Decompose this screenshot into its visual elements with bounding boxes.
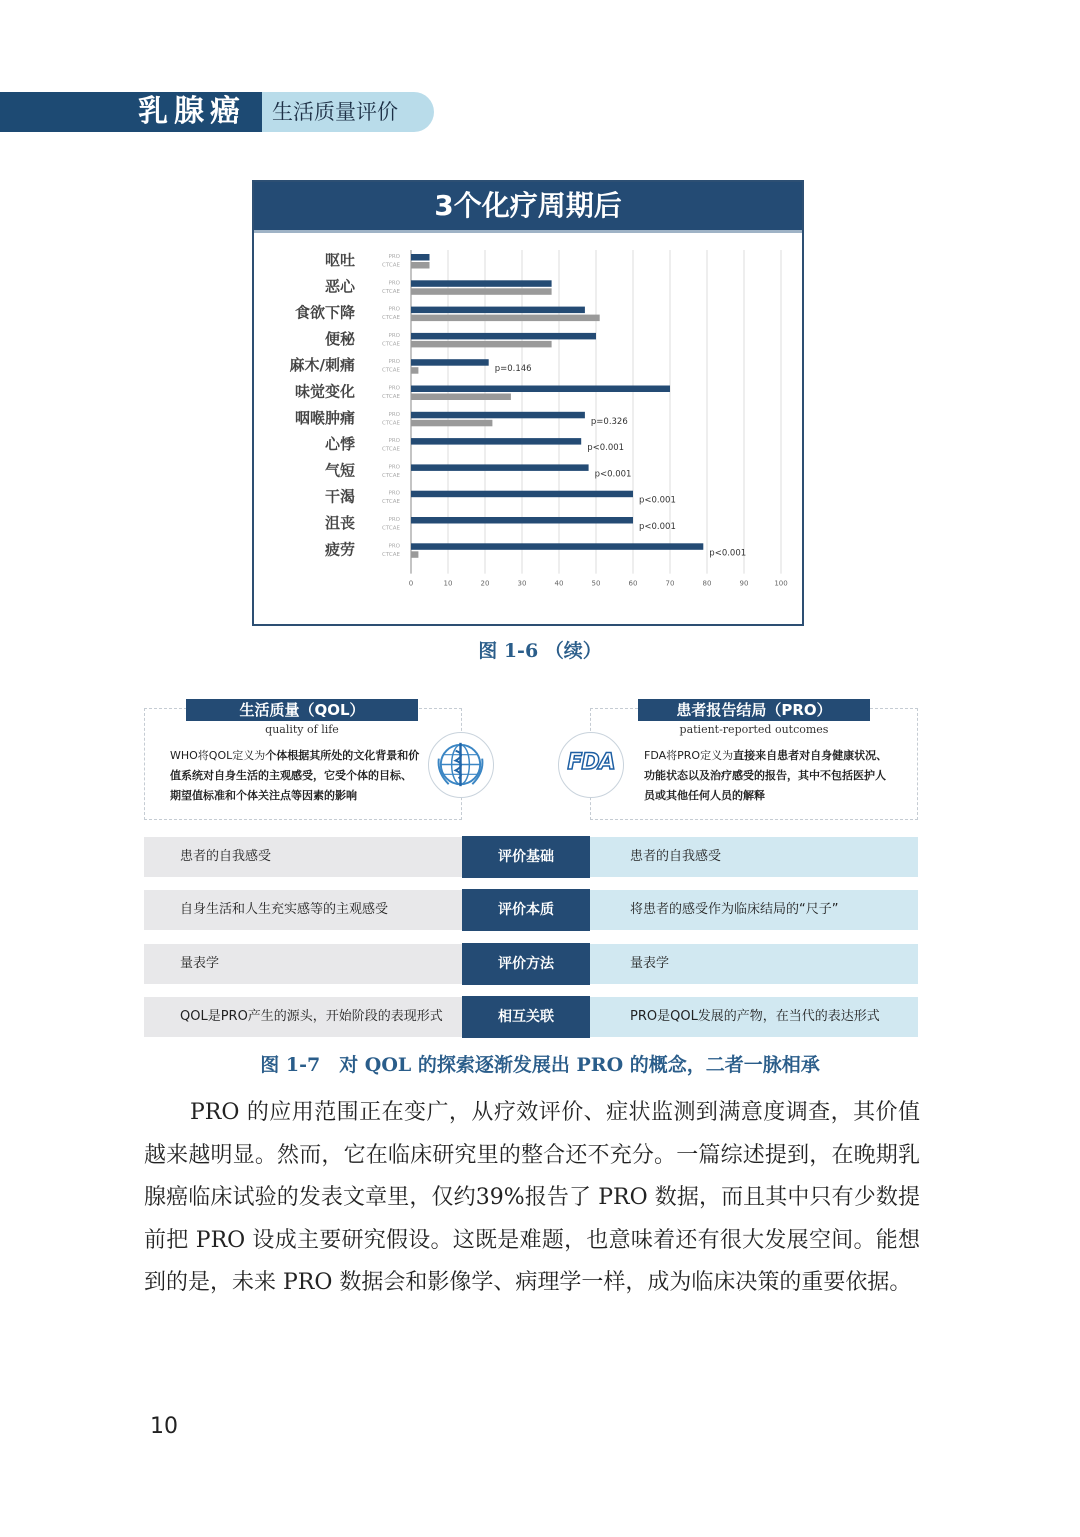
row-left-cell: QOL是PRO产生的源头，开始阶段的表现形式 [144, 997, 462, 1037]
row-middle-label: 评价基础 [462, 836, 590, 878]
category-label: 呕吐 [324, 251, 355, 269]
pro-definition-text: FDA将PRO定义为直接来自患者对自身健康状况、功能状态以及治疗感受的报告，其中不包括医护人员或其他任何人员的解释 [644, 749, 888, 802]
bar-ctcae [411, 341, 552, 348]
series-label: PRO [388, 490, 400, 497]
qol-definition-text: WHO将QOL定义为个体根据其所处的文化背景和价值系统对自身生活的主观感受，它受个体的目标、期望值标准和个体关注点等因素的影响 [170, 749, 420, 802]
bar-pro [411, 386, 670, 393]
category-label: 心悸 [324, 435, 355, 454]
series-label: CTCAE [382, 288, 400, 295]
category-label: 便秘 [324, 329, 355, 348]
series-label: PRO [388, 411, 400, 418]
qol-english: quality of life [265, 723, 339, 736]
series-label: CTCAE [382, 446, 400, 453]
series-label: CTCAE [382, 525, 400, 532]
series-label: CTCAE [382, 341, 400, 348]
x-tick-label: 70 [665, 579, 675, 588]
series-label: CTCAE [382, 315, 400, 322]
x-tick-label: 10 [443, 579, 453, 588]
series-label: PRO [388, 385, 400, 392]
body-paragraph-text: PRO 的应用范围正在变广，从疗效评价、症状监测到满意度调查，其价值越来越明显。然而，它在临床研究里的整合还不充分。一篇综述提到，在晚期乳腺癌临床试验的发表文章里，仅约39%报告了 PRO 数据，而且其中只有少数提前把 PRO 设成主要研究假设。这既是难题，也意味着还有很大发展空间。能想到的是，未来 PRO 数据会和影像学、病理学一样，成为临床决策的重要依据。 [144, 1100, 920, 1295]
x-tick-label: 90 [739, 579, 749, 588]
body-paragraph [144, 1092, 920, 1305]
bar-pro [411, 359, 489, 366]
x-tick-label: 30 [517, 579, 527, 588]
fda-logo-icon [558, 732, 624, 798]
x-tick-label: 50 [591, 579, 601, 588]
bar-pro [411, 412, 585, 419]
x-tick-label: 80 [702, 579, 712, 588]
row-middle-label: 评价方法 [462, 943, 590, 985]
chart-title-underline [254, 230, 802, 233]
bar-pro [411, 543, 703, 550]
who-logo-icon [428, 732, 494, 798]
row-left-cell: 量表学 [144, 944, 462, 984]
x-tick-label: 0 [408, 579, 414, 588]
qol-heading: 生活质量（QOL） [186, 699, 418, 721]
figure-1-6-caption: 图 1-6 （续） [478, 640, 602, 662]
bar-pro [411, 491, 633, 498]
series-label: CTCAE [382, 394, 400, 400]
row-right-cell: PRO是QOL发展的产物，在当代的表达形式 [590, 997, 918, 1037]
series-label: PRO [388, 464, 400, 471]
row-left-cell: 自身生活和人生充实感等的主观感受 [144, 890, 462, 930]
row-right-cell: 患者的自我感受 [590, 837, 918, 877]
series-label: PRO [388, 280, 400, 287]
category-label: 疲劳 [324, 540, 355, 559]
bar-pro [411, 438, 581, 445]
category-label: 麻木/刺痛 [289, 356, 355, 375]
x-tick-label: 100 [774, 579, 788, 588]
bar-chart [254, 234, 802, 622]
bar-pro [411, 254, 430, 261]
bar-pro [411, 464, 589, 471]
page-number: 10 [150, 1414, 178, 1439]
bar-ctcae [411, 420, 492, 427]
bar-ctcae [411, 288, 552, 295]
p-value-annotation: p=0.326 [590, 416, 628, 427]
bar-ctcae [411, 262, 430, 269]
series-label: PRO [388, 306, 400, 313]
category-label: 咽喉肿痛 [294, 408, 355, 427]
series-label: PRO [388, 359, 400, 366]
x-tick-label: 20 [480, 579, 490, 588]
series-label: PRO [388, 543, 400, 550]
row-left-cell: 患者的自我感受 [144, 837, 462, 877]
row-right-cell: 将患者的感受作为临床结局的“尺子” [590, 890, 918, 930]
p-value-annotation: p=0.146 [494, 364, 532, 375]
category-label: 食欲下降 [294, 303, 355, 322]
bar-pro [411, 280, 552, 287]
series-label: PRO [388, 254, 400, 260]
bar-ctcae [411, 315, 600, 322]
series-label: CTCAE [382, 420, 400, 427]
x-tick-label: 40 [554, 579, 564, 588]
series-label: CTCAE [382, 367, 400, 374]
series-label: CTCAE [382, 262, 400, 269]
bar-pro [411, 307, 585, 314]
p-value-annotation: p<0.001 [587, 443, 625, 454]
row-middle-label: 相互关联 [462, 996, 590, 1038]
series-label: CTCAE [382, 551, 400, 558]
category-label: 沮丧 [324, 514, 355, 532]
bar-pro [411, 517, 633, 524]
series-label: PRO [388, 438, 400, 445]
bar-ctcae [411, 551, 418, 558]
series-label: PRO [388, 332, 400, 339]
bar-ctcae [411, 394, 511, 401]
p-value-annotation: p<0.001 [594, 469, 632, 480]
book-title: 乳腺癌 [138, 94, 246, 129]
pro-english: patient-reported outcomes [679, 723, 829, 736]
pro-heading: 患者报告结局（PRO） [638, 699, 870, 721]
series-label: CTCAE [382, 472, 400, 479]
p-value-annotation: p<0.001 [639, 495, 676, 506]
chapter-subtitle: 生活质量评价 [272, 100, 398, 124]
p-value-annotation: p<0.001 [709, 548, 747, 559]
p-value-annotation: p<0.001 [639, 522, 676, 532]
row-right-cell: 量表学 [590, 944, 918, 984]
chart-title: 3个化疗周期后 [254, 182, 802, 230]
fda-logo-text: FDA [567, 750, 615, 775]
x-tick-label: 60 [628, 579, 638, 588]
bar-pro [411, 333, 596, 340]
figure-1-7-caption: 图 1-7 对 QOL 的探索逐渐发展出 PRO 的概念，二者一脉相承 [260, 1054, 820, 1076]
bar-ctcae [411, 367, 418, 374]
category-label: 气短 [324, 461, 355, 480]
series-label: PRO [388, 517, 400, 523]
category-label: 干渴 [324, 487, 355, 506]
category-label: 恶心 [324, 277, 355, 296]
series-label: CTCAE [382, 499, 400, 506]
row-middle-label: 评价本质 [462, 889, 590, 931]
category-label: 味觉变化 [294, 382, 355, 401]
